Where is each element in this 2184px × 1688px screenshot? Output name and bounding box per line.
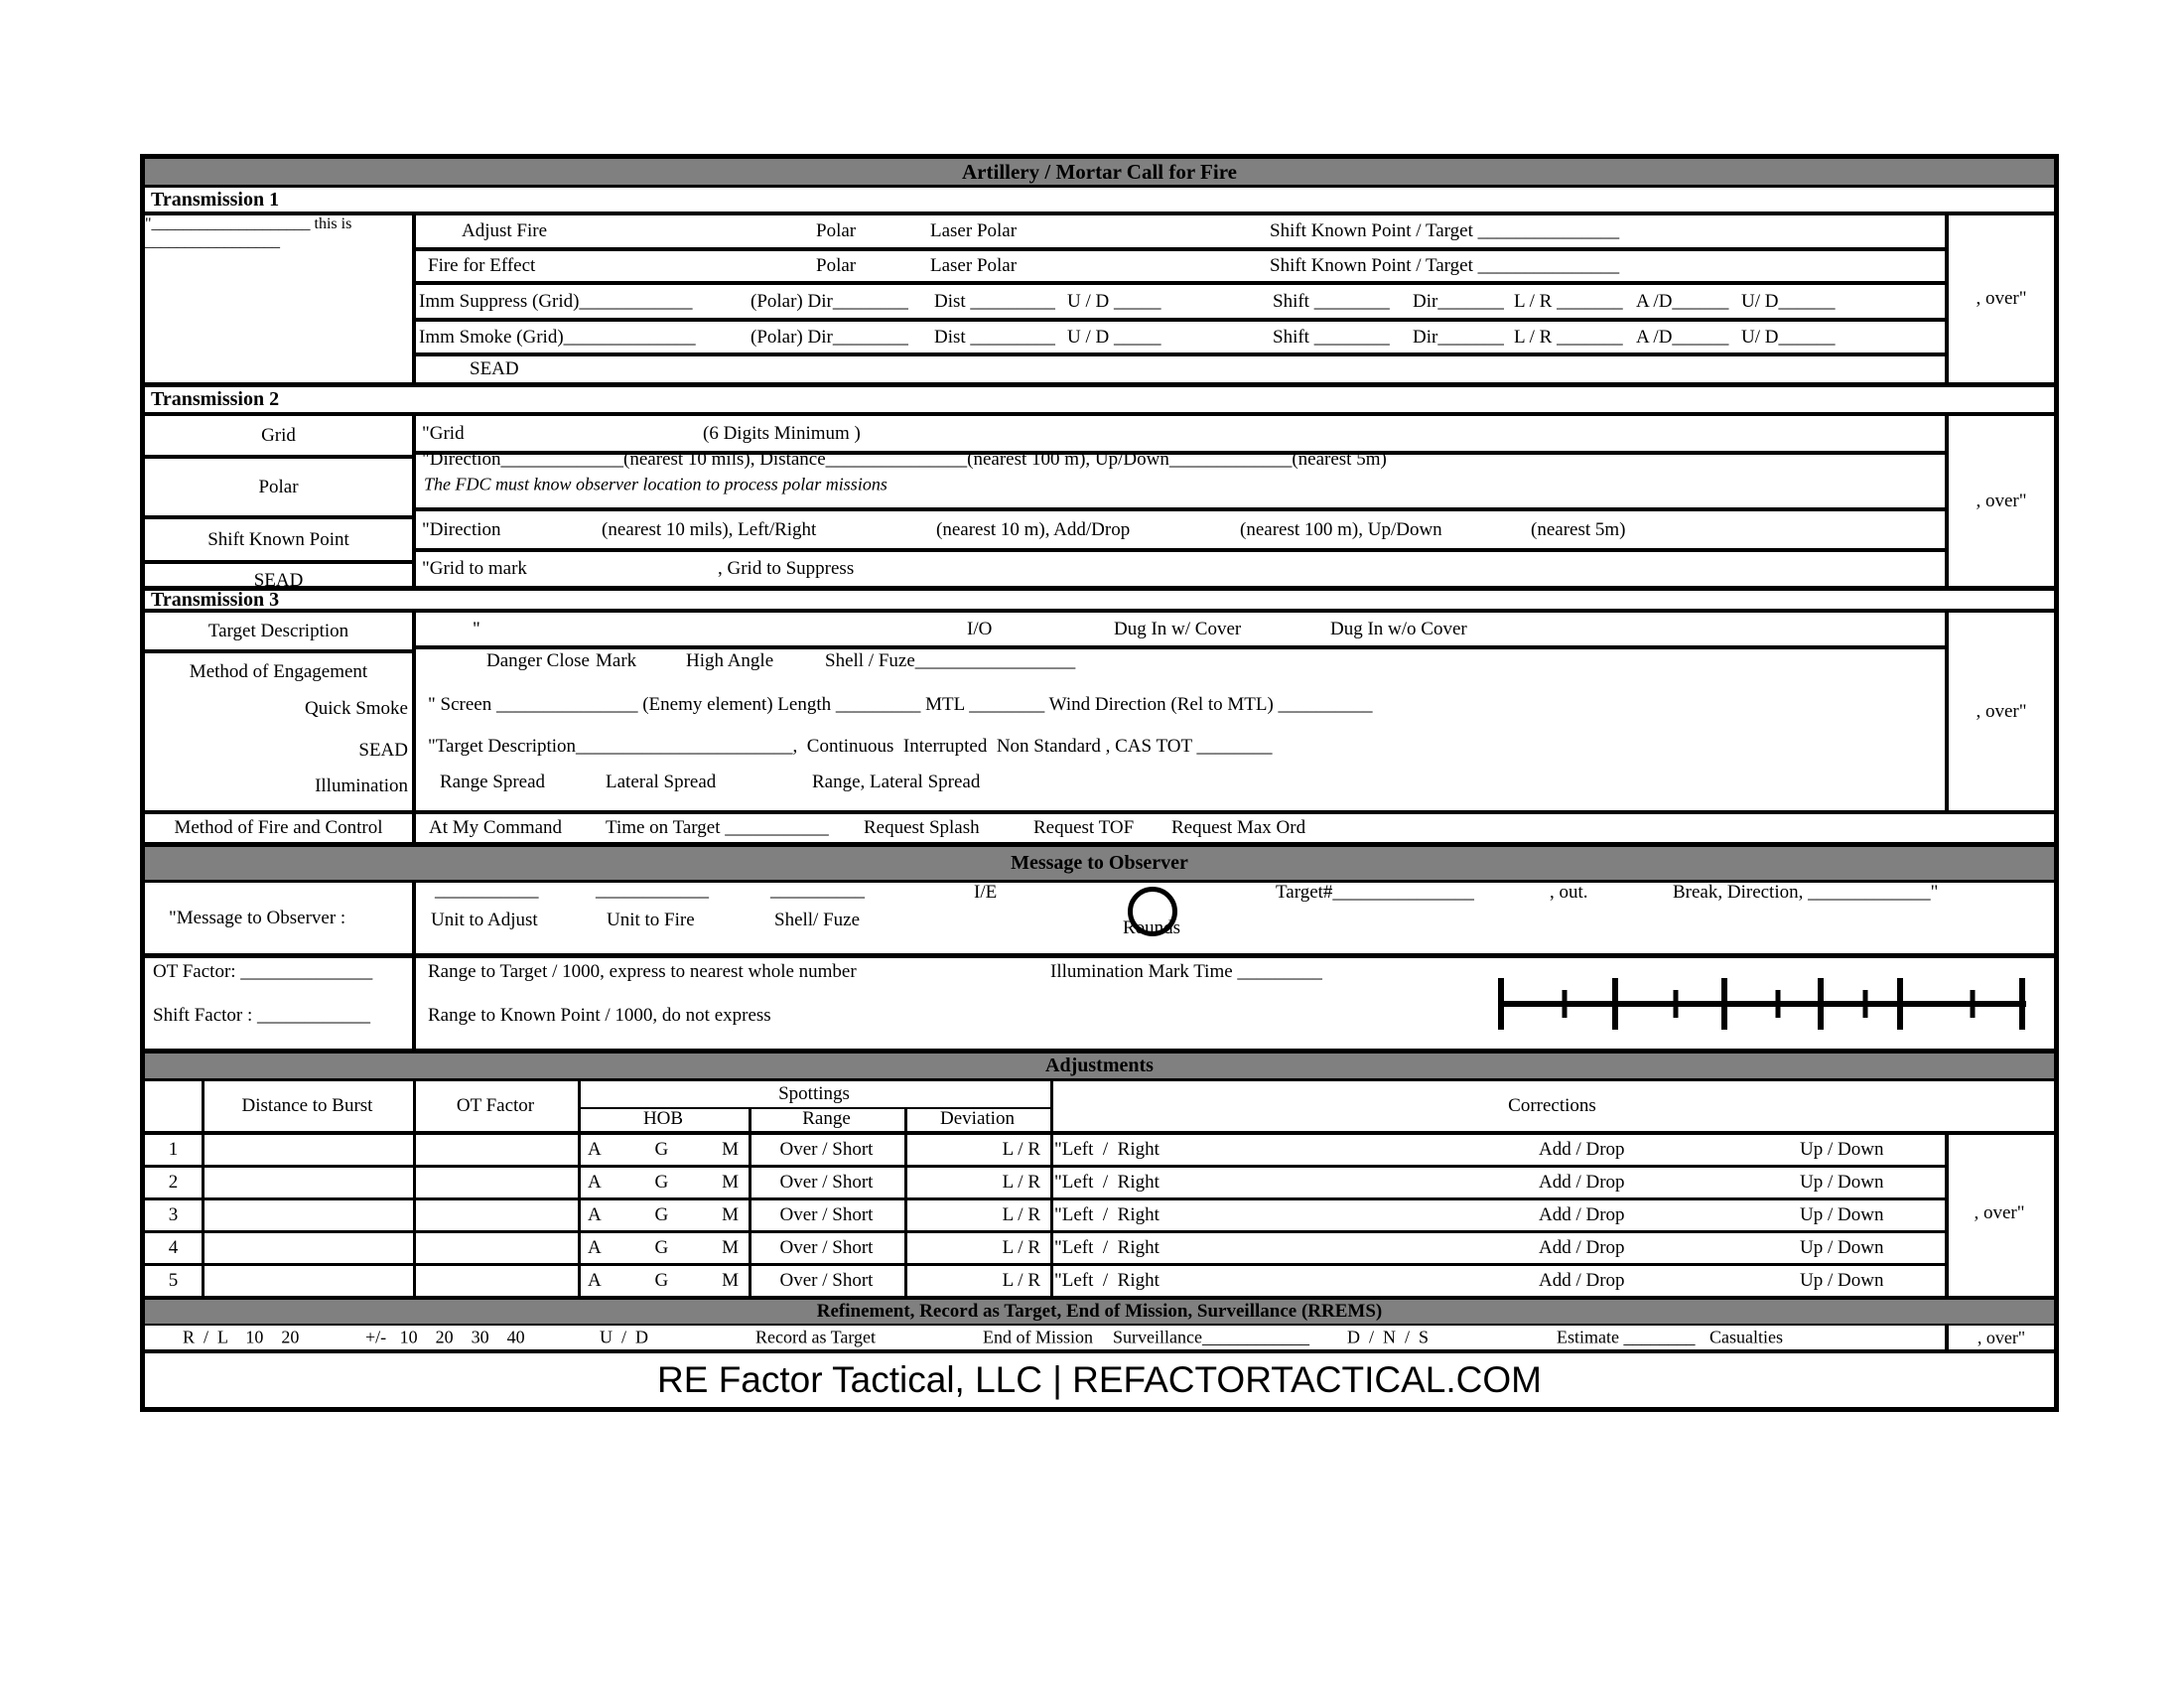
adj-over-cell: , over" — [1974, 1202, 2025, 1223]
add-drop-field: A /D______ — [1636, 290, 1729, 312]
range-spread-label: Range Spread — [440, 772, 546, 792]
divider — [145, 1230, 1945, 1233]
t3-labels-col — [145, 613, 416, 810]
up-down-cell: Up / Down — [1800, 1172, 1884, 1193]
sead-method-label: SEAD — [253, 570, 304, 591]
add-drop-field: A /D______ — [1636, 326, 1729, 348]
hob-a: A — [588, 1237, 602, 1258]
adjustments-table — [145, 1081, 2054, 1300]
t1-row-imm-smoke — [416, 322, 1945, 356]
sead-grid-to-mark: "Grid to mark — [422, 558, 527, 579]
divider — [145, 1197, 1945, 1200]
out-label: , out. — [1550, 882, 1588, 903]
polar-label: Polar — [816, 255, 857, 276]
t3-row-method-of-engagement — [416, 649, 1945, 806]
divider — [145, 1165, 1945, 1168]
hob-g: G — [654, 1237, 669, 1258]
unit-to-adjust-blank: ___________ — [435, 880, 539, 901]
mto-content — [416, 880, 2054, 953]
target-number-field: Target#_______________ — [1276, 882, 1474, 903]
up-down-cell: Up / Down — [1800, 1270, 1884, 1291]
footer-brand: RE Factor Tactical, LLC | REFACTORTACTICAL.COM — [657, 1359, 1542, 1400]
ot-content — [416, 958, 2054, 1049]
message-to-observer-bar: Message to Observer — [145, 847, 2054, 883]
lr-cell: L / R — [1002, 1270, 1040, 1291]
laser-polar-label: Laser Polar — [930, 255, 1018, 276]
rrems-row — [145, 1326, 2054, 1353]
shell-fuze-blank: __________ — [770, 880, 865, 901]
range-header: Range — [802, 1108, 851, 1129]
shift-known-point-method-label: Shift Known Point — [145, 519, 412, 564]
adjustments-bar: Adjustments — [145, 1054, 2054, 1081]
deviation-header: Deviation — [940, 1108, 1015, 1129]
polar-fdc-note: The FDC must know observer location to process polar missions — [424, 474, 887, 494]
skp-direction: "Direction — [422, 518, 501, 540]
ot-factor-note: Range to Target / 1000, express to nearest whole number — [428, 961, 857, 982]
lateral-spread-label: Lateral Spread — [606, 772, 717, 792]
up-down-cell: Up / Down — [1800, 1237, 1884, 1258]
hob-cell — [588, 1135, 739, 1165]
shift-factor-note: Range to Known Point / 1000, do not express — [428, 1005, 771, 1026]
add-drop-cell: Add / Drop — [1539, 1270, 1625, 1291]
grid-method-label: Grid — [145, 416, 412, 459]
t2-rows — [416, 416, 1945, 586]
t2-labels-col — [145, 416, 416, 591]
t1-over-cell: , over" — [1945, 215, 2054, 382]
t1-caller-line1: "____________________ this — [145, 215, 338, 232]
danger-close-label: Danger Close — [486, 650, 590, 671]
shell-fuze-label: Shell/ Fuze — [774, 910, 861, 930]
estimate-field: Estimate ________ — [1557, 1327, 1696, 1347]
hob-g: G — [654, 1139, 669, 1160]
t1-row-imm-suppress — [416, 285, 1945, 322]
polar-method-label: Polar — [145, 459, 412, 519]
t3-over-cell: , over" — [1945, 613, 2054, 810]
rrems-bar: Refinement, Record as Target, End of Mission, Surveillance (RREMS) — [145, 1300, 2054, 1326]
hob-cell — [588, 1168, 739, 1197]
hob-a: A — [588, 1172, 602, 1193]
t3-row-method-fire-control — [145, 810, 2054, 842]
left-right-cell: "Left / Right — [1054, 1204, 1160, 1225]
row-number: 3 — [168, 1204, 179, 1225]
hob-m: M — [722, 1237, 739, 1258]
mto-label: "Message to Observer : — [169, 907, 346, 928]
range-lateral-spread-label: Range, Lateral Spread — [812, 772, 981, 792]
up-down-cell: Up / Down — [1800, 1204, 1884, 1225]
t2-row-sead — [416, 552, 1945, 586]
adjust-fire-label: Adjust Fire — [462, 220, 548, 241]
grid-note: (6 Digits Minimum ) — [703, 422, 861, 444]
rrems-content — [145, 1326, 1945, 1349]
mark-label: Mark — [596, 650, 637, 671]
rrems-plusminus: +/- 10 20 30 40 — [365, 1327, 525, 1347]
illumination-mark-time-field: Illumination Mark Time _________ — [1050, 961, 1322, 982]
sead-target-description-text: "Target Description_______________________, Continuous Interrupted Non Standard , CAS TOT ________ — [428, 736, 1273, 757]
method-of-fire-control-label: Method of Fire and Control — [145, 814, 416, 842]
break-direction-field: Break, Direction, _____________" — [1673, 882, 1939, 903]
row-number: 5 — [168, 1270, 179, 1291]
td-quote: " — [473, 618, 480, 639]
time-on-target-field: Time on Target ___________ — [606, 817, 829, 838]
ot-factor-row — [145, 958, 2054, 1054]
row-number: 1 — [168, 1139, 179, 1160]
rrems-ud: U / D — [600, 1327, 648, 1347]
dir-field: Dir_______ — [1413, 290, 1504, 312]
rrems-over-cell: , over" — [1945, 1326, 2054, 1349]
transmission2-label: Transmission 2 — [145, 387, 2054, 416]
method-of-engagement-label: Method of Engagement — [189, 661, 368, 682]
skp-updown: (nearest 100 m), Up/Down — [1240, 518, 1442, 540]
ot-factor-field: OT Factor: ______________ — [153, 961, 373, 982]
hob-m: M — [722, 1204, 739, 1225]
t3-moe-labels — [145, 653, 412, 810]
row-number: 4 — [168, 1237, 179, 1258]
shift-known-point-target-label: Shift Known Point / Target _______________ — [1270, 255, 1620, 276]
polar-dir-field: (Polar) Dir________ — [751, 326, 908, 348]
left-right-field: L / R _______ — [1514, 290, 1623, 312]
skp-nearest5m: (nearest 5m) — [1531, 518, 1626, 540]
polar-label: Polar — [816, 220, 857, 241]
shift-factor-field: Shift Factor : ____________ — [153, 1005, 371, 1026]
laser-polar-label: Laser Polar — [930, 220, 1018, 241]
add-drop-cell: Add / Drop — [1539, 1139, 1625, 1160]
add-drop-cell: Add / Drop — [1539, 1237, 1625, 1258]
sead-grid-to-suppress: , Grid to Suppress — [718, 558, 855, 579]
hob-m: M — [722, 1139, 739, 1160]
td-dug-in-cover: Dug In w/ Cover — [1114, 618, 1242, 639]
left-right-cell: "Left / Right — [1054, 1139, 1160, 1160]
transmission1-label: Transmission 1 — [145, 188, 2054, 215]
up-down-cell: Up / Down — [1800, 1139, 1884, 1160]
add-drop-cell: Add / Drop — [1539, 1172, 1625, 1193]
dist-field: Dist _________ — [934, 290, 1055, 312]
grid-text: "Grid — [422, 422, 465, 444]
message-to-observer-row — [145, 880, 2054, 958]
transmission1-body — [145, 215, 2054, 387]
sead-label: SEAD — [470, 358, 519, 379]
lr-cell: L / R — [1002, 1172, 1040, 1193]
t3-row-target-description — [416, 613, 1945, 649]
add-drop-cell: Add / Drop — [1539, 1204, 1625, 1225]
spottings-header: Spottings — [778, 1083, 850, 1104]
dir-field: Dir_______ — [1413, 326, 1504, 348]
shift-field: Shift ________ — [1273, 290, 1390, 312]
hob-m: M — [722, 1172, 739, 1193]
shift-field: Shift ________ — [1273, 326, 1390, 348]
over-short-cell: Over / Short — [779, 1270, 874, 1291]
left-right-field: L / R _______ — [1514, 326, 1623, 348]
rounds-label: Rounds — [1123, 917, 1181, 938]
unit-to-fire-blank: ____________ — [596, 880, 709, 901]
skp-mils-leftright: (nearest 10 mils), Left/Right — [602, 518, 817, 540]
hob-header: HOB — [642, 1108, 684, 1129]
hob-m: M — [722, 1270, 739, 1291]
rrems-rl: R / L 10 20 — [183, 1327, 300, 1347]
high-angle-label: High Angle — [686, 650, 774, 671]
hob-a: A — [588, 1139, 602, 1160]
imm-suppress-label: Imm Suppress (Grid)____________ — [419, 290, 693, 312]
lr-cell: L / R — [1002, 1237, 1040, 1258]
hob-a: A — [588, 1270, 602, 1291]
t1-row-adjust-fire — [416, 215, 1945, 251]
hob-cell — [588, 1200, 739, 1230]
unit-to-adjust-label: Unit to Adjust — [431, 910, 538, 930]
request-max-ord-label: Request Max Ord — [1171, 817, 1306, 838]
request-splash-label: Request Splash — [864, 817, 980, 838]
ie-label: I/E — [974, 882, 998, 903]
ot-labels-cell — [145, 958, 416, 1049]
call-for-fire-form — [140, 154, 2059, 1412]
left-right-cell: "Left / Right — [1054, 1172, 1160, 1193]
casualties-label: Casualties — [1709, 1327, 1783, 1347]
ot-factor-header: OT Factor — [456, 1095, 535, 1116]
illumination-ruler — [1498, 976, 2026, 1034]
dist-field: Dist _________ — [934, 326, 1055, 348]
rrems-dns: D / N / S — [1347, 1327, 1430, 1347]
left-right-cell: "Left / Right — [1054, 1270, 1160, 1291]
record-as-target-label: Record as Target — [755, 1327, 877, 1347]
up-down2-field: U/ D______ — [1741, 290, 1836, 312]
imm-smoke-label: Imm Smoke (Grid)______________ — [419, 326, 696, 348]
surveillance-field: Surveillance____________ — [1113, 1327, 1309, 1347]
hob-a: A — [588, 1204, 602, 1225]
mto-label-cell — [145, 883, 416, 953]
polar-text: "Direction_____________(nearest 10 mils), Distance_______________(nearest 100 m), Up/Down_____________(nearest 5m) — [422, 449, 1387, 470]
row-number: 2 — [168, 1172, 179, 1193]
end-of-mission-label: End of Mission — [983, 1327, 1094, 1347]
lr-cell: L / R — [1002, 1204, 1040, 1225]
td-io: I/O — [967, 618, 993, 639]
over-short-cell: Over / Short — [779, 1139, 874, 1160]
t2-row-shift-known-point — [416, 511, 1945, 552]
hob-cell — [588, 1233, 739, 1263]
over-short-cell: Over / Short — [779, 1172, 874, 1193]
quick-smoke-label: Quick Smoke — [305, 698, 408, 719]
hob-cell — [588, 1266, 739, 1296]
hob-g: G — [654, 1204, 669, 1225]
corrections-header: Corrections — [1508, 1095, 1596, 1116]
request-tof-label: Request TOF — [1033, 817, 1135, 838]
unit-to-fire-label: Unit to Fire — [607, 910, 695, 930]
shift-known-point-target-label: Shift Known Point / Target _______________ — [1270, 220, 1620, 241]
t1-row-sead — [416, 356, 1945, 382]
distance-to-burst-header: Distance to Burst — [241, 1095, 373, 1116]
polar-dir-field: (Polar) Dir________ — [751, 290, 908, 312]
t1-caller-cell — [145, 215, 416, 382]
divider — [145, 1263, 1945, 1266]
fire-for-effect-label: Fire for Effect — [428, 255, 536, 276]
quick-smoke-text: " Screen _______________ (Enemy element) Length _________ MTL ________ Wind Direction (Rel to MTL) __________ — [428, 694, 1373, 715]
transmission3-label: Transmission 3 — [145, 591, 2054, 613]
td-dug-in-no-cover: Dug In w/o Cover — [1330, 618, 1467, 639]
up-down-field: U / D _____ — [1067, 326, 1161, 348]
transmission2-body — [145, 416, 2054, 591]
t3-rows — [416, 613, 1945, 810]
t1-rows — [416, 215, 1945, 382]
hob-g: G — [654, 1270, 669, 1291]
t1-caller-line2: is _________________ — [145, 215, 352, 250]
over-short-cell: Over / Short — [779, 1204, 874, 1225]
up-down2-field: U/ D______ — [1741, 326, 1836, 348]
left-right-cell: "Left / Right — [1054, 1237, 1160, 1258]
t1-row-fire-for-effect — [416, 251, 1945, 285]
t2-row-polar — [416, 449, 1945, 511]
illumination-label: Illumination — [315, 775, 408, 796]
hob-g: G — [654, 1172, 669, 1193]
transmission3-body — [145, 613, 2054, 847]
t3-upper — [145, 613, 2054, 810]
target-description-label: Target Description — [145, 613, 412, 653]
up-down-field: U / D _____ — [1067, 290, 1161, 312]
shell-fuze-field: Shell / Fuze_________________ — [825, 650, 1076, 671]
mfc-content — [416, 814, 2054, 842]
over-short-cell: Over / Short — [779, 1237, 874, 1258]
form-title: Artillery / Mortar Call for Fire — [145, 159, 2054, 188]
sead-label: SEAD — [358, 740, 408, 761]
at-my-command-label: At My Command — [429, 817, 563, 838]
t2-over-cell: , over" — [1945, 416, 2054, 586]
skp-adddrop: (nearest 10 m), Add/Drop — [936, 518, 1131, 540]
lr-cell: L / R — [1002, 1139, 1040, 1160]
